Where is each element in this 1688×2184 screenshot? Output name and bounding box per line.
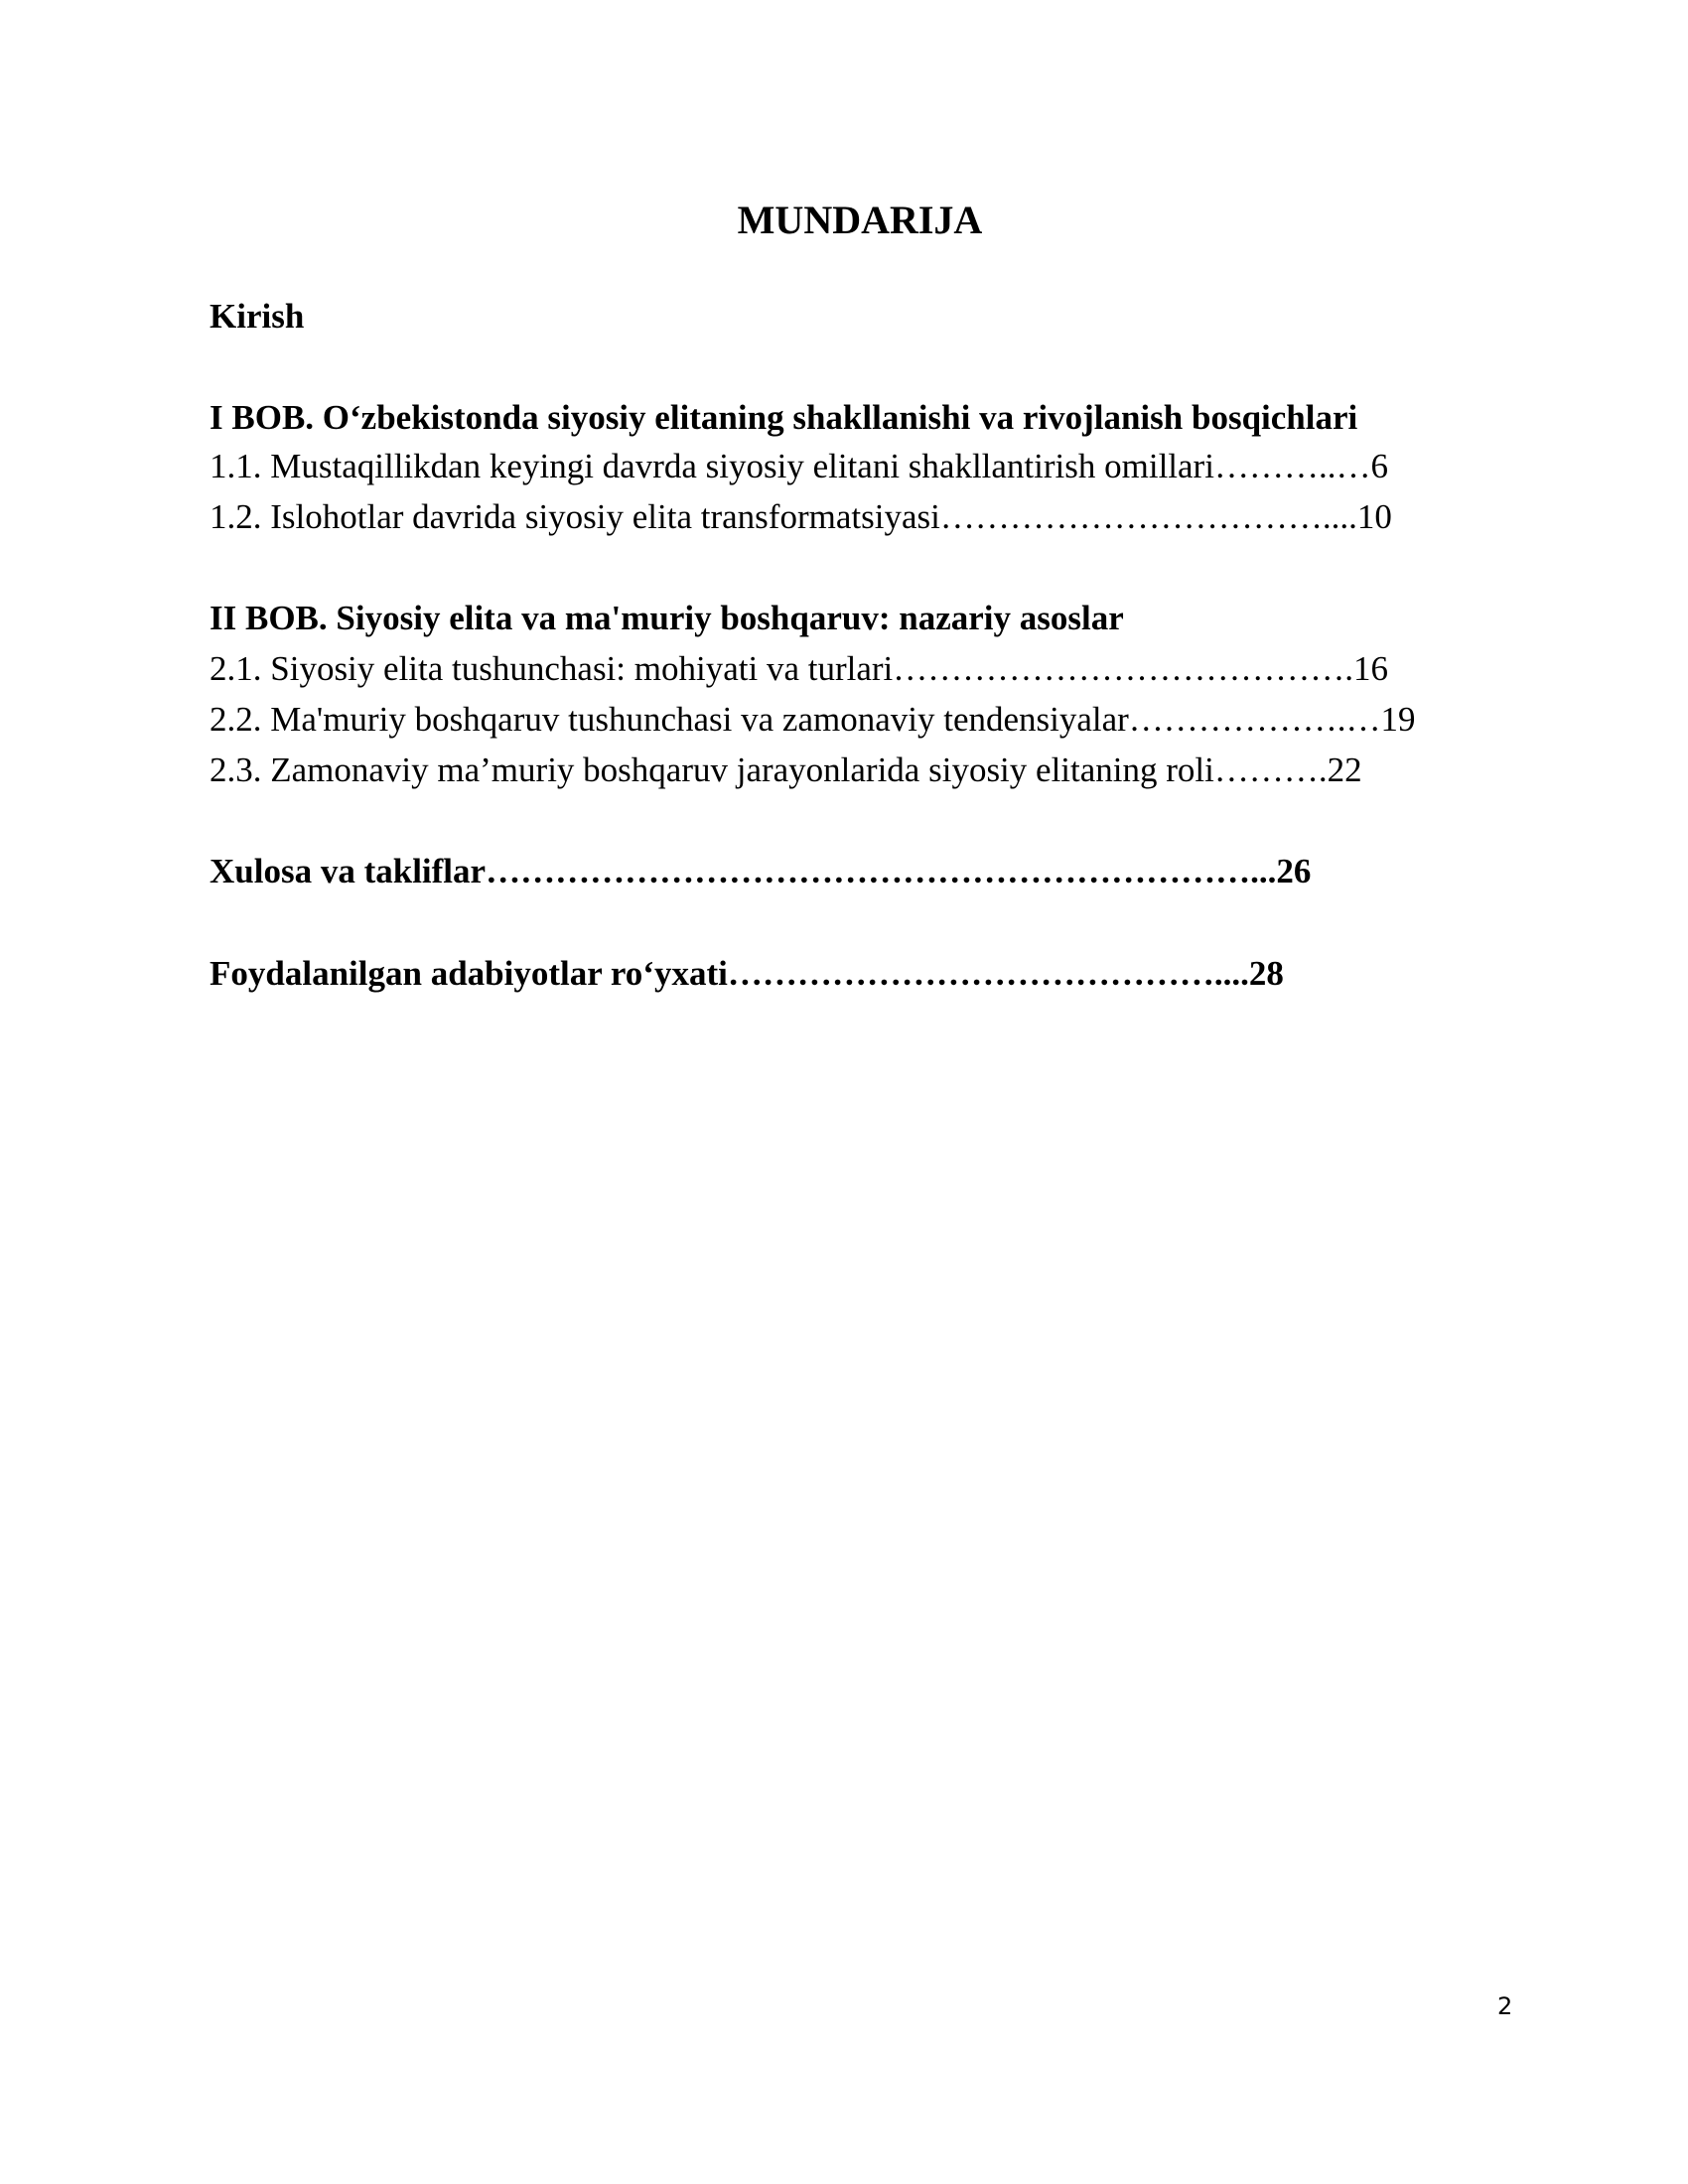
page-number: 2: [1497, 1992, 1513, 2020]
page-title: MUNDARIJA: [737, 198, 983, 242]
toc-entry-conclusion: Xulosa va takliflar…………………………………………………………...26: [210, 852, 1312, 890]
toc-entry-references: Foydalanilgan adabiyotlar ro‘yxati……………………………………....28: [210, 954, 1284, 993]
toc-chapter-1-heading: I BOB. O‘zbekistonda siyosiy elitaning shakllanishi va rivojlanish bosqichlari: [210, 398, 1358, 437]
toc-chapter-2-heading: II BOB. Siyosiy elita va ma'muriy boshqaruv: nazariy asoslar: [210, 599, 1124, 637]
toc-entry-2-3: 2.3. Zamonaviy ma’muriy boshqaruv jarayonlarida siyosiy elitaning roli……….22: [210, 751, 1362, 789]
toc-entry-introduction: Kirish: [210, 297, 305, 336]
toc-entry-2-1: 2.1. Siyosiy elita tushunchasi: mohiyati va turlari………………………………….16: [210, 649, 1388, 688]
toc-entry-1-1: 1.1. Mustaqillikdan keyingi davrda siyosiy elitani shakllantirish omillari………..…6: [210, 447, 1388, 485]
toc-entry-1-2: 1.2. Islohotlar davrida siyosiy elita transformatsiyasi……………………………....10: [210, 497, 1392, 536]
toc-entry-2-2: 2.2. Ma'muriy boshqaruv tushunchasi va zamonaviy tendensiyalar……………….…19: [210, 700, 1416, 739]
